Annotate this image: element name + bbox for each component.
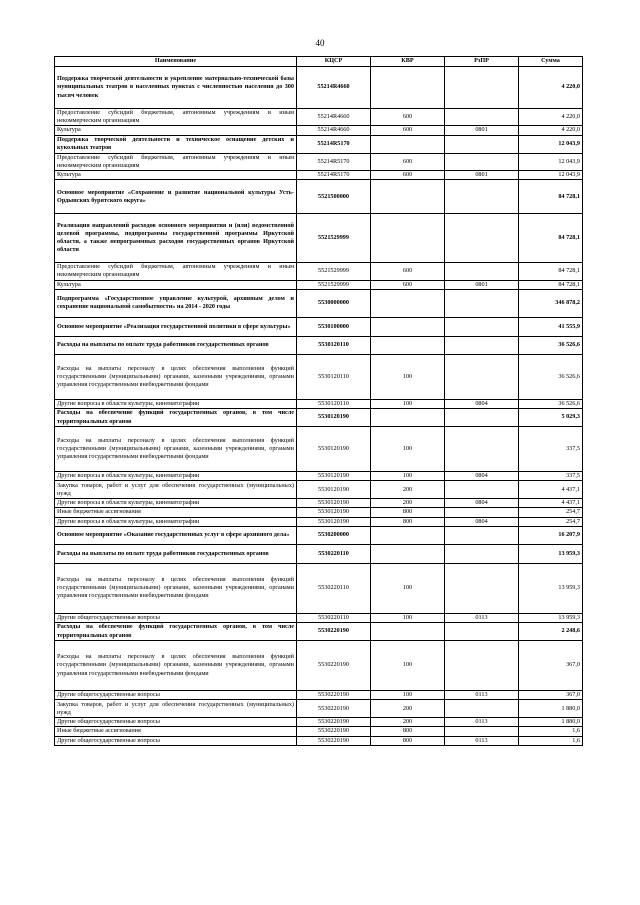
cell-sum: 1 880,0 bbox=[519, 700, 583, 718]
cell-kvr bbox=[371, 544, 445, 563]
cell-kvr bbox=[371, 336, 445, 354]
cell-kvr: 600 bbox=[371, 126, 445, 135]
cell-code: 5521529999 bbox=[297, 280, 371, 289]
cell-name: Другие вопросы в области культуры, кинематографии bbox=[55, 517, 297, 526]
cell-code: 5530220110 bbox=[297, 563, 371, 613]
cell-kvr: 100 bbox=[371, 691, 445, 700]
cell-rzpr bbox=[445, 336, 519, 354]
cell-kvr bbox=[371, 214, 445, 263]
cell-kvr: 100 bbox=[371, 427, 445, 472]
cell-rzpr bbox=[445, 317, 519, 336]
cell-code: 55214R5170 bbox=[297, 171, 371, 180]
cell-sum: 1,6 bbox=[519, 727, 583, 736]
cell-sum: 4 437,1 bbox=[519, 499, 583, 508]
cell-rzpr bbox=[445, 508, 519, 517]
cell-rzpr bbox=[445, 544, 519, 563]
header-sum: Сумма bbox=[519, 57, 583, 67]
table-row bbox=[55, 563, 583, 613]
cell-rzpr: 0804 bbox=[445, 499, 519, 508]
cell-rzpr bbox=[445, 700, 519, 718]
cell-sum: 84 728,1 bbox=[519, 214, 583, 263]
cell-sum: 367,0 bbox=[519, 691, 583, 700]
cell-rzpr: 0113 bbox=[445, 691, 519, 700]
cell-sum: 36 526,6 bbox=[519, 399, 583, 408]
cell-sum: 5 029,3 bbox=[519, 409, 583, 427]
table-body bbox=[55, 67, 583, 746]
cell-sum: 12 043,9 bbox=[519, 153, 583, 170]
cell-name: Предоставление субсидий бюджетным, автономным учреждениям и иным некоммерческим организациям bbox=[55, 109, 297, 126]
cell-name: Иные бюджетные ассигнования bbox=[55, 508, 297, 517]
cell-kvr: 100 bbox=[371, 399, 445, 408]
cell-sum: 1 880,0 bbox=[519, 718, 583, 727]
cell-rzpr: 0801 bbox=[445, 171, 519, 180]
header-rzpr: РзПР bbox=[445, 57, 519, 67]
table-row bbox=[55, 171, 583, 180]
cell-code: 5530220190 bbox=[297, 623, 371, 641]
cell-name: Другие вопросы в области культуры, кинематографии bbox=[55, 399, 297, 408]
cell-code: 5530120190 bbox=[297, 409, 371, 427]
table-row bbox=[55, 499, 583, 508]
cell-kvr: 200 bbox=[371, 718, 445, 727]
cell-rzpr bbox=[445, 481, 519, 499]
cell-rzpr: 0801 bbox=[445, 280, 519, 289]
cell-name: Предоставление субсидий бюджетным, автономным учреждениям и иным некоммерческим организациям bbox=[55, 153, 297, 170]
cell-name: Другие вопросы в области культуры, кинематографии bbox=[55, 499, 297, 508]
cell-name: Предоставление субсидий бюджетным, автономным учреждениям и иным некоммерческим организациям bbox=[55, 263, 297, 280]
table-row bbox=[55, 641, 583, 691]
cell-name: Другие вопросы в области культуры, кинематографии bbox=[55, 472, 297, 481]
cell-kvr: 600 bbox=[371, 153, 445, 170]
cell-sum: 337,5 bbox=[519, 472, 583, 481]
table-row bbox=[55, 263, 583, 280]
cell-sum: 4 220,0 bbox=[519, 109, 583, 126]
table-row bbox=[55, 700, 583, 718]
cell-code: 55214R5170 bbox=[297, 153, 371, 170]
cell-rzpr: 0804 bbox=[445, 517, 519, 526]
cell-code: 5530120190 bbox=[297, 481, 371, 499]
cell-kvr: 800 bbox=[371, 508, 445, 517]
cell-name: Реализация направлений расходов основного мероприятия и (или) ведомственной целевой программы, подпрограммы государственной программы Иркутской области, а также непрограммных расходов государственных органов Иркутской области bbox=[55, 214, 297, 263]
table-row bbox=[55, 135, 583, 153]
cell-code: 5521500000 bbox=[297, 180, 371, 214]
cell-name: Расходы на выплаты по оплате труда работников государственных органов bbox=[55, 336, 297, 354]
cell-name: Расходы на выплаты персоналу в целях обеспечения выполнения функций государственными (муниципальными) органами, казенными учреждениями, органами управления государственными внебюджетными фондами bbox=[55, 641, 297, 691]
cell-sum: 1,6 bbox=[519, 736, 583, 745]
table-row bbox=[55, 427, 583, 472]
cell-name: Другие общегосударственные вопросы bbox=[55, 718, 297, 727]
cell-name: Иные бюджетные ассигнования bbox=[55, 727, 297, 736]
cell-kvr bbox=[371, 623, 445, 641]
cell-sum: 254,7 bbox=[519, 508, 583, 517]
cell-rzpr bbox=[445, 427, 519, 472]
cell-kvr: 600 bbox=[371, 171, 445, 180]
cell-code: 5521529999 bbox=[297, 214, 371, 263]
cell-code: 5530120190 bbox=[297, 499, 371, 508]
table-row bbox=[55, 354, 583, 399]
cell-code: 5530220190 bbox=[297, 727, 371, 736]
cell-sum: 12 043,9 bbox=[519, 171, 583, 180]
cell-name: Закупка товаров, работ и услуг для обеспечения государственных (муниципальных) нужд bbox=[55, 481, 297, 499]
table-row bbox=[55, 718, 583, 727]
cell-name: Основное мероприятие «Оказание государственных услуг в сфере архивного дела» bbox=[55, 526, 297, 544]
cell-code: 5530220190 bbox=[297, 736, 371, 745]
table-row bbox=[55, 727, 583, 736]
cell-name: Расходы на обеспечение функций государственных органов, в том числе территориальных органов bbox=[55, 623, 297, 641]
cell-name: Поддержка творческой деятельности и техническое оснащение детских и кукольных театров bbox=[55, 135, 297, 153]
cell-kvr: 200 bbox=[371, 700, 445, 718]
table-row bbox=[55, 481, 583, 499]
table-row bbox=[55, 67, 583, 109]
cell-rzpr bbox=[445, 623, 519, 641]
cell-code: 5530200000 bbox=[297, 526, 371, 544]
table-row bbox=[55, 623, 583, 641]
table-row bbox=[55, 153, 583, 170]
cell-code: 5530220110 bbox=[297, 613, 371, 622]
cell-name: Другие общегосударственные вопросы bbox=[55, 691, 297, 700]
cell-kvr: 600 bbox=[371, 263, 445, 280]
cell-sum: 13 959,3 bbox=[519, 613, 583, 622]
cell-kvr bbox=[371, 289, 445, 317]
cell-rzpr bbox=[445, 641, 519, 691]
cell-code: 5530220110 bbox=[297, 544, 371, 563]
cell-kvr bbox=[371, 180, 445, 214]
cell-kvr: 100 bbox=[371, 641, 445, 691]
cell-name: Культура bbox=[55, 126, 297, 135]
cell-name: Расходы на выплаты персоналу в целях обеспечения выполнения функций государственными (муниципальными) органами, казенными учреждениями, органами управления государственными внебюджетными фондами bbox=[55, 354, 297, 399]
budget-table bbox=[54, 56, 583, 746]
cell-sum: 4 220,0 bbox=[519, 126, 583, 135]
cell-rzpr bbox=[445, 153, 519, 170]
cell-rzpr: 0801 bbox=[445, 126, 519, 135]
cell-code: 5530220190 bbox=[297, 641, 371, 691]
cell-sum: 2 248,6 bbox=[519, 623, 583, 641]
cell-code: 5530120110 bbox=[297, 336, 371, 354]
cell-kvr bbox=[371, 67, 445, 109]
table-row bbox=[55, 109, 583, 126]
table-row bbox=[55, 526, 583, 544]
cell-code: 55214R4660 bbox=[297, 126, 371, 135]
cell-rzpr bbox=[445, 180, 519, 214]
cell-kvr bbox=[371, 317, 445, 336]
table-row bbox=[55, 126, 583, 135]
header-code: КЦСР bbox=[297, 57, 371, 67]
table-row bbox=[55, 336, 583, 354]
table-row bbox=[55, 180, 583, 214]
cell-kvr bbox=[371, 135, 445, 153]
table-row bbox=[55, 472, 583, 481]
cell-sum: 84 728,1 bbox=[519, 280, 583, 289]
cell-code: 5530120190 bbox=[297, 472, 371, 481]
cell-code: 5530100000 bbox=[297, 317, 371, 336]
table-row bbox=[55, 214, 583, 263]
cell-code: 55214R5170 bbox=[297, 135, 371, 153]
cell-code: 5530120190 bbox=[297, 517, 371, 526]
cell-sum: 337,5 bbox=[519, 427, 583, 472]
cell-name: Расходы на выплаты персоналу в целях обеспечения выполнения функций государственными (муниципальными) органами, казенными учреждениями, органами управления государственными внебюджетными фондами bbox=[55, 563, 297, 613]
table-row bbox=[55, 399, 583, 408]
cell-rzpr: 0804 bbox=[445, 472, 519, 481]
cell-kvr: 800 bbox=[371, 727, 445, 736]
cell-sum: 254,7 bbox=[519, 517, 583, 526]
table-row bbox=[55, 544, 583, 563]
cell-kvr: 100 bbox=[371, 354, 445, 399]
cell-name: Другие общегосударственные вопросы bbox=[55, 736, 297, 745]
cell-kvr bbox=[371, 409, 445, 427]
cell-kvr: 600 bbox=[371, 280, 445, 289]
cell-rzpr: 0113 bbox=[445, 613, 519, 622]
cell-kvr: 600 bbox=[371, 109, 445, 126]
cell-rzpr bbox=[445, 354, 519, 399]
cell-sum: 36 526,6 bbox=[519, 336, 583, 354]
table-row bbox=[55, 691, 583, 700]
table-row bbox=[55, 736, 583, 745]
header-kvr: КВР bbox=[371, 57, 445, 67]
cell-rzpr bbox=[445, 214, 519, 263]
cell-sum: 367,0 bbox=[519, 641, 583, 691]
cell-code: 5530120190 bbox=[297, 427, 371, 472]
cell-code: 5530220190 bbox=[297, 700, 371, 718]
cell-sum: 36 526,6 bbox=[519, 354, 583, 399]
cell-kvr: 100 bbox=[371, 613, 445, 622]
cell-sum: 4 220,0 bbox=[519, 67, 583, 109]
cell-rzpr bbox=[445, 135, 519, 153]
cell-name: Поддержка творческой деятельности и укрепление материально-технической базы муниципальных театров в населенных пунктах с численностью населения до 300 тысяч человек bbox=[55, 67, 297, 109]
cell-kvr: 200 bbox=[371, 499, 445, 508]
cell-rzpr bbox=[445, 526, 519, 544]
cell-sum: 346 878,2 bbox=[519, 289, 583, 317]
cell-name: Другие общегосударственные вопросы bbox=[55, 613, 297, 622]
cell-sum: 16 207,9 bbox=[519, 526, 583, 544]
cell-code: 55214R4660 bbox=[297, 109, 371, 126]
cell-rzpr bbox=[445, 263, 519, 280]
cell-code: 5530120110 bbox=[297, 399, 371, 408]
table-row bbox=[55, 280, 583, 289]
cell-name: Расходы на выплаты персоналу в целях обеспечения выполнения функций государственными (муниципальными) органами, казенными учреждениями, органами управления государственными внебюджетными фондами bbox=[55, 427, 297, 472]
cell-code: 5530120110 bbox=[297, 354, 371, 399]
cell-kvr: 100 bbox=[371, 472, 445, 481]
cell-sum: 4 437,1 bbox=[519, 481, 583, 499]
cell-name: Закупка товаров, работ и услуг для обеспечения государственных (муниципальных) нужд bbox=[55, 700, 297, 718]
cell-sum: 12 043,9 bbox=[519, 135, 583, 153]
cell-code: 5530220190 bbox=[297, 691, 371, 700]
cell-sum: 84 728,1 bbox=[519, 180, 583, 214]
cell-sum: 84 728,1 bbox=[519, 263, 583, 280]
cell-code: 5530120190 bbox=[297, 508, 371, 517]
cell-rzpr bbox=[445, 289, 519, 317]
cell-kvr: 800 bbox=[371, 517, 445, 526]
page-number: 40 bbox=[315, 38, 325, 48]
table-row bbox=[55, 517, 583, 526]
table-header-row bbox=[55, 57, 583, 67]
cell-code: 5521529999 bbox=[297, 263, 371, 280]
cell-name: Подпрограмма «Государственное управление культурой, архивным делом и сохранение национальной самобытности» на 2014 - 2020 годы bbox=[55, 289, 297, 317]
cell-name: Культура bbox=[55, 171, 297, 180]
cell-name: Культура bbox=[55, 280, 297, 289]
cell-rzpr: 0804 bbox=[445, 399, 519, 408]
table-row bbox=[55, 508, 583, 517]
cell-name: Расходы на выплаты по оплате труда работников государственных органов bbox=[55, 544, 297, 563]
cell-sum: 41 555,9 bbox=[519, 317, 583, 336]
table-row bbox=[55, 613, 583, 622]
table-row bbox=[55, 289, 583, 317]
cell-rzpr bbox=[445, 409, 519, 427]
cell-rzpr: 0113 bbox=[445, 736, 519, 745]
table-row bbox=[55, 317, 583, 336]
cell-rzpr bbox=[445, 727, 519, 736]
cell-name: Основное мероприятие «Сохранение и развитие национальной культуры Усть-Ордынских бурятского округа» bbox=[55, 180, 297, 214]
cell-code: 55214R4660 bbox=[297, 67, 371, 109]
cell-name: Основное мероприятие «Реализация государственной политики в сфере культуры» bbox=[55, 317, 297, 336]
cell-kvr bbox=[371, 526, 445, 544]
cell-sum: 13 959,3 bbox=[519, 563, 583, 613]
cell-kvr: 200 bbox=[371, 481, 445, 499]
table-row bbox=[55, 409, 583, 427]
cell-code: 5530000000 bbox=[297, 289, 371, 317]
cell-sum: 13 959,3 bbox=[519, 544, 583, 563]
cell-name: Расходы на обеспечение функций государственных органов, в том числе территориальных органов bbox=[55, 409, 297, 427]
cell-rzpr bbox=[445, 67, 519, 109]
cell-rzpr: 0113 bbox=[445, 718, 519, 727]
cell-code: 5530220190 bbox=[297, 718, 371, 727]
cell-kvr: 800 bbox=[371, 736, 445, 745]
header-name: Наименование bbox=[55, 57, 297, 67]
cell-kvr: 100 bbox=[371, 563, 445, 613]
cell-rzpr bbox=[445, 109, 519, 126]
cell-rzpr bbox=[445, 563, 519, 613]
